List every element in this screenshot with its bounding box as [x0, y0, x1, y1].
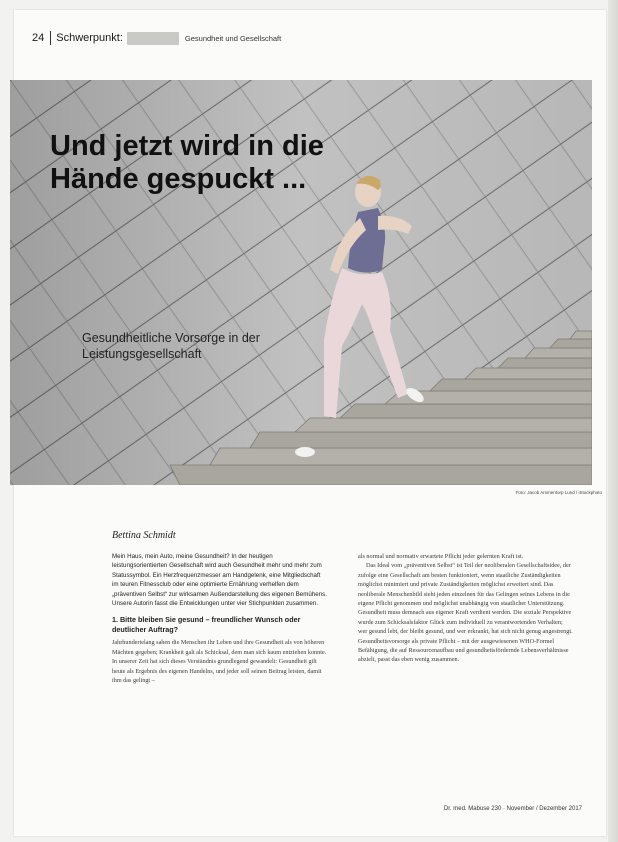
section-label: Schwerpunkt:	[56, 32, 123, 44]
body-paragraph: als normal und normativ erwartete Pflicht jeder gelernten Kraft ist.	[358, 553, 524, 560]
title-line-1: Und jetzt wird in die	[50, 130, 324, 162]
topic-label: Gesundheit und Gesellschaft	[184, 33, 282, 43]
next-page-edge	[608, 0, 618, 842]
page-footer: Dr. med. Mabuse 230 · November / Dezember 2017	[443, 806, 582, 812]
subtitle-line-1: Gesundheitliche Vorsorge in der	[82, 331, 260, 345]
header-divider	[50, 31, 51, 45]
article-subtitle	[82, 330, 292, 362]
body-paragraph: Das Ideal vom „präventiven Selbst“ ist Teil der neoliberalen Gesellschaftsidee, der zufolge eine Gesellschaft am besten funktioniert, wenn staatliche Zuständigkeiten möglichst minimiert und private Zuständigkeiten möglichst erweitert sind. Das neoliberale Menschenbild sieht jeden einzelnen für das Gelingen seines Lebens in die eigene Pflicht genommen und möglichst unabhängig von staatlicher Unterstützung. Gesundheit muss demnach aus eigener Kraft verdient werden. Die soziale Perspektive wurde zum Schicksalsfaktor Glück zum individuell zu verantwortenden Verhalten; wer gesund lebt, der bleibt gesund, und wer erkrankt, hat sich nicht genug angestrengt. Gesundheitsvorsorge als private Pflicht – mit der ausgewiesenen WHO-Formel Befähigung, die auf Ressourcenaufbau und gesundheitsfördernde Lebensverhältnisse abzielt, passt das eben wenig zusammen.	[358, 562, 573, 664]
section-tag-box	[127, 32, 179, 45]
hero-photo	[10, 80, 592, 485]
text-column-right	[358, 552, 573, 665]
page-number: 24	[32, 32, 45, 44]
subtitle-line-2: Leistungsgesellschaft	[82, 347, 202, 361]
article-title	[50, 130, 350, 196]
photo-credit: Foto: Jacob Ammentorp Lund / iStockphoto	[515, 490, 602, 495]
running-header	[32, 30, 281, 46]
section-heading: 1. Bitte bleiben Sie gesund – freundlicher Wunsch oder deutlicher Auftrag?	[112, 615, 301, 634]
author-name: Bettina Schmidt	[112, 530, 176, 541]
lede-paragraph: Mein Haus, mein Auto, meine Gesundheit? In der heutigen leistungsorientierten Gesellschaft wird auch Gesundheit mehr und mehr zum Statussymbol. Ein Herzfrequenzmesser am Handgelenk, eine Mitgliedschaft im teuren Fitnessclub oder eine optimierte Ernährung verhelfen dem „präventiven Selbst“ zur wirksamen Außendarstellung des eigenen Bemühens. Unsere Autorin fasst die Entwicklungen unter vier Stichpunkten zusammen.	[112, 553, 327, 608]
body-paragraph: Jahrhundertelang sahen die Menschen ihr Leben und ihre Gesundheit als von höheren Mächten gegeben; Krankheit galt als Schicksal, dem man sich kaum entziehen konnte. In unserer Zeit hat sich dieses Verständnis grundlegend gewandelt: Gesundheit gilt heute als Ergebnis des eigenen Handelns, und jeder soll seinen Beitrag leisten, damit ihm das gelingt –	[112, 639, 327, 685]
title-line-2: Hände gespuckt ...	[50, 163, 307, 195]
text-column-left	[112, 552, 327, 685]
